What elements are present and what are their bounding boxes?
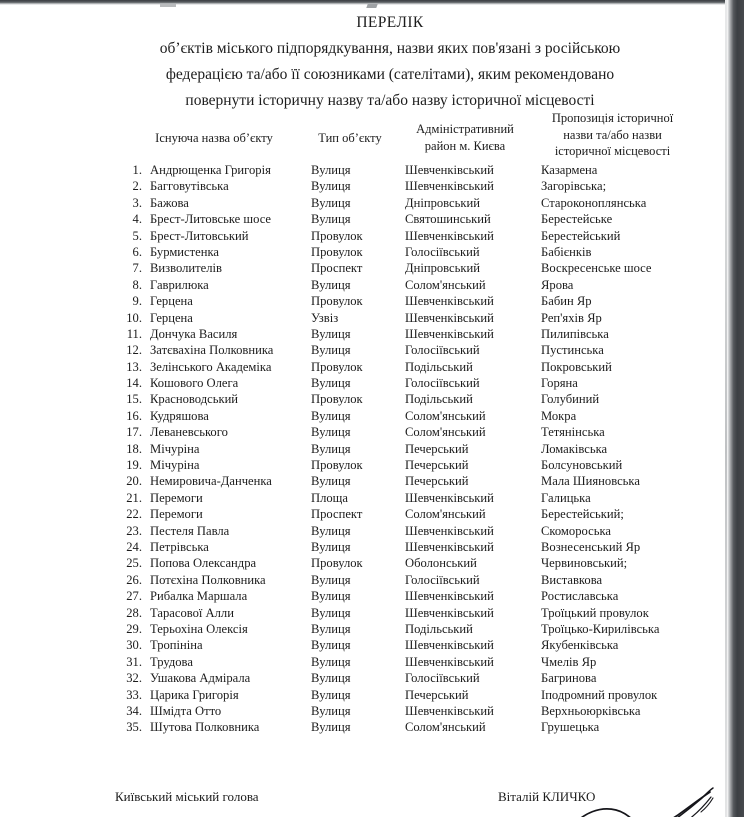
table-row — [0, 572, 744, 588]
row-number: 31. — [126, 654, 142, 669]
table-row — [0, 211, 744, 227]
row-district: Шевченківський — [405, 326, 494, 341]
row-district: Шевченківський — [405, 163, 494, 177]
row-district: Солом'янський — [405, 720, 486, 735]
objects-table — [0, 104, 744, 736]
subtitle-line-3: повернути історичну назву та/або назву історичної місцевості — [185, 92, 595, 109]
row-existing-name: Петрівська — [150, 539, 209, 554]
row-number: 23. — [126, 523, 142, 538]
table-row — [0, 260, 744, 276]
row-number: 34. — [126, 703, 142, 718]
table-row — [0, 506, 744, 522]
row-object-type: Площа — [311, 490, 348, 505]
row-proposed-name: Мокра — [541, 408, 577, 423]
row-existing-name: Потєхіна Полковника — [150, 572, 266, 587]
row-proposed-name: Ростиславська — [541, 589, 619, 604]
table-row — [0, 244, 744, 260]
row-object-type: Вулиця — [311, 621, 351, 636]
row-district: Шевченківський — [405, 179, 494, 194]
table-row — [0, 670, 744, 686]
row-number: 22. — [126, 507, 142, 522]
row-number: 33. — [126, 687, 142, 702]
table-row — [0, 654, 744, 670]
row-number: 19. — [126, 458, 142, 473]
row-district: Голосіївський — [405, 343, 480, 358]
row-object-type: Вулиця — [311, 654, 351, 669]
row-district: Шевченківський — [405, 310, 494, 325]
row-existing-name: Перемоги — [150, 507, 203, 522]
row-number: 2. — [132, 179, 142, 194]
row-object-type: Провулок — [311, 228, 363, 243]
row-proposed-name: Тетянінська — [541, 425, 605, 440]
row-existing-name: Терьохіна Олексія — [150, 621, 248, 636]
row-number: 11. — [126, 326, 142, 341]
row-number: 20. — [126, 474, 142, 489]
row-object-type: Вулиця — [311, 638, 351, 653]
table-row — [0, 359, 744, 375]
row-district: Шевченківський — [405, 654, 494, 669]
row-proposed-name: Пустинська — [541, 343, 604, 358]
row-proposed-name: Якубенківська — [541, 638, 619, 653]
row-object-type: Вулиця — [311, 589, 351, 604]
row-district: Голосіївський — [405, 572, 480, 587]
row-district: Шевченківський — [405, 294, 494, 309]
row-existing-name: Дончука Василя — [150, 326, 238, 341]
row-number: 29. — [126, 621, 142, 636]
row-object-type: Вулиця — [311, 277, 351, 292]
column-header-proposed-name — [535, 110, 690, 160]
row-number: 14. — [126, 376, 142, 391]
row-district: Подільський — [405, 621, 473, 636]
table-row — [0, 621, 744, 637]
row-existing-name: Пестеля Павла — [150, 523, 230, 538]
row-number: 32. — [126, 671, 142, 686]
row-number: 6. — [132, 244, 142, 259]
row-district: Шевченківський — [405, 490, 494, 505]
row-object-type: Провулок — [311, 392, 363, 407]
row-number: 9. — [132, 294, 142, 309]
row-proposed-name: Чмелів Яр — [541, 654, 597, 669]
row-district: Голосіївський — [405, 671, 480, 686]
row-existing-name: Андрющенка Григорія — [150, 163, 271, 177]
row-district: Печерський — [405, 458, 469, 473]
row-existing-name: Зелінського Академіка — [150, 359, 272, 374]
scan-right-edge-artifact — [727, 0, 744, 817]
row-existing-name: Багговутівська — [150, 179, 229, 194]
document-footer — [0, 788, 744, 817]
row-object-type: Проспект — [311, 261, 363, 276]
column-header-existing-name: Існуюча назва об’єкту — [155, 131, 273, 145]
row-number: 35. — [126, 720, 142, 735]
signatory-name: Віталій КЛИЧКО — [498, 789, 596, 804]
row-number: 12. — [126, 343, 142, 358]
row-existing-name: Герцена — [150, 294, 193, 309]
row-object-type: Вулиця — [311, 720, 351, 735]
row-proposed-name: Троїцький провулок — [541, 605, 649, 620]
row-number: 25. — [126, 556, 142, 571]
row-district: Солом'янський — [405, 408, 486, 423]
row-number: 24. — [126, 539, 142, 554]
row-number: 17. — [126, 425, 142, 440]
row-district: Печерський — [405, 441, 469, 456]
table-row — [0, 391, 744, 407]
row-district: Печерський — [405, 474, 469, 489]
table-row — [0, 195, 744, 211]
row-existing-name: Герцена — [150, 310, 193, 325]
row-object-type: Вулиця — [311, 687, 351, 702]
row-proposed-name: Грушецька — [541, 720, 600, 735]
row-object-type: Провулок — [311, 458, 363, 473]
row-object-type: Вулиця — [311, 605, 351, 620]
table-row — [0, 310, 744, 326]
table-row — [0, 178, 744, 194]
row-existing-name: Рибалка Маршала — [150, 589, 248, 604]
row-existing-name: Кошового Олега — [150, 376, 239, 391]
row-district: Голосіївський — [405, 376, 480, 391]
row-object-type: Провулок — [311, 294, 363, 309]
row-proposed-name: Мала Шияновська — [541, 474, 640, 489]
table-row — [0, 424, 744, 440]
table-row — [0, 408, 744, 424]
subtitle-line-2: федерацією та/або її союзниками (сателітами), яким рекомендовано — [165, 66, 615, 83]
row-number: 30. — [126, 638, 142, 653]
column-header-district-line-1: Адміністративний — [416, 122, 514, 136]
row-district: Дніпровський — [405, 195, 480, 210]
table-row — [0, 555, 744, 571]
table-row — [0, 441, 744, 457]
row-object-type: Вулиця — [311, 408, 351, 423]
row-object-type: Вулиця — [311, 425, 351, 440]
row-existing-name: Тарасової Алли — [150, 605, 234, 620]
table-row — [0, 539, 744, 555]
row-object-type: Вулиця — [311, 441, 351, 456]
row-existing-name: Ушакова Адмірала — [150, 671, 251, 686]
row-existing-name: Мічуріна — [150, 441, 200, 456]
row-number: 5. — [132, 228, 142, 243]
row-number: 8. — [132, 277, 142, 292]
table-row — [0, 588, 744, 604]
row-number: 18. — [126, 441, 142, 456]
row-object-type: Вулиця — [311, 326, 351, 341]
row-district: Печерський — [405, 687, 469, 702]
table-row — [0, 490, 744, 506]
table-row — [0, 277, 744, 293]
row-object-type: Вулиця — [311, 163, 351, 177]
row-district: Шевченківський — [405, 703, 494, 718]
table-row — [0, 162, 744, 178]
scan-top-speck-left — [160, 4, 176, 7]
column-header-district-line-2: район м. Києва — [424, 138, 506, 153]
table-body — [0, 162, 744, 736]
row-number: 15. — [126, 392, 142, 407]
row-proposed-name: Покровський — [541, 359, 612, 374]
table-row — [0, 687, 744, 703]
row-object-type: Провулок — [311, 359, 363, 374]
row-proposed-name: Ярова — [541, 277, 574, 292]
row-proposed-name: Берестейський; — [541, 507, 624, 522]
row-proposed-name: Багринова — [541, 671, 597, 686]
row-object-type: Провулок — [311, 244, 363, 259]
row-number: 4. — [132, 212, 142, 227]
row-object-type: Вулиця — [311, 572, 351, 587]
row-district: Шевченківський — [405, 638, 494, 653]
row-proposed-name: Виставкова — [541, 572, 603, 587]
table-row — [0, 293, 744, 309]
row-existing-name: Гаврилюка — [150, 277, 209, 292]
row-district: Солом'янський — [405, 507, 486, 522]
row-district: Шевченківський — [405, 228, 494, 243]
row-object-type: Вулиця — [311, 671, 351, 686]
row-object-type: Вулиця — [311, 376, 351, 391]
row-proposed-name: Болсуновський — [541, 458, 623, 473]
table-row — [0, 703, 744, 719]
row-proposed-name: Троїцько-Кирилівська — [541, 621, 660, 636]
row-proposed-name: Горяна — [541, 376, 578, 391]
row-existing-name: Красноводський — [150, 392, 239, 407]
row-district: Шевченківський — [405, 589, 494, 604]
table-row — [0, 637, 744, 653]
table-column-headers — [0, 104, 744, 162]
row-number: 10. — [126, 310, 142, 325]
row-proposed-name: Берестейський — [541, 228, 621, 243]
row-proposed-name: Реп'яхів Яр — [541, 310, 602, 325]
table-row — [0, 375, 744, 391]
document-heading — [95, 10, 685, 114]
row-proposed-name: Верхньоюрківська — [541, 703, 641, 718]
row-object-type: Вулиця — [311, 474, 351, 489]
row-proposed-name: Староконоплянська — [541, 195, 647, 210]
row-existing-name: Шмідта Отто — [150, 703, 222, 718]
column-header-proposal-line-3: історичної місцевості — [554, 144, 671, 158]
row-district: Голосіївський — [405, 244, 480, 259]
column-header-district — [400, 121, 530, 154]
row-object-type: Вулиця — [311, 179, 351, 194]
row-existing-name: Шутова Полковника — [150, 720, 260, 735]
row-object-type: Вулиця — [311, 539, 351, 554]
row-existing-name: Затєвахіна Полковника — [150, 343, 274, 358]
row-existing-name: Трудова — [150, 654, 193, 669]
table-row — [0, 326, 744, 342]
row-district: Подільський — [405, 359, 473, 374]
row-existing-name: Перемоги — [150, 490, 203, 505]
row-number: 28. — [126, 605, 142, 620]
row-object-type: Вулиця — [311, 343, 351, 358]
table-row — [0, 457, 744, 473]
row-existing-name: Кудряшова — [150, 408, 209, 423]
row-number: 26. — [126, 572, 142, 587]
row-proposed-name: Іподромний провулок — [541, 687, 658, 702]
table-row — [0, 342, 744, 358]
row-number: 27. — [126, 589, 142, 604]
row-proposed-name: Бабієнків — [541, 244, 592, 259]
row-existing-name: Попова Олександра — [150, 556, 257, 571]
row-proposed-name: Пилипівська — [541, 326, 609, 341]
row-district: Святошинський — [405, 212, 491, 227]
row-district: Шевченківський — [405, 605, 494, 620]
row-object-type: Вулиця — [311, 703, 351, 718]
scan-top-speck-right — [366, 4, 377, 8]
column-header-proposal-line-2: назви та/або назви — [563, 127, 662, 142]
row-district: Оболонський — [405, 556, 477, 571]
row-proposed-name: Галицька — [541, 490, 591, 505]
row-proposed-name: Скомороська — [541, 523, 611, 538]
row-number: 1. — [132, 163, 142, 177]
signatory-role: Київський міський голова — [115, 789, 259, 804]
column-header-proposal-line-1: Пропозиція історичної — [551, 111, 674, 125]
row-existing-name: Царика Григорія — [150, 687, 239, 702]
table-row — [0, 719, 744, 735]
row-existing-name: Бурмистенка — [150, 244, 219, 259]
row-number: 3. — [132, 195, 142, 210]
subtitle-line-1: об’єктів міського підпорядкування, назви яких пов'язані з російською — [159, 40, 621, 57]
row-proposed-name: Ломаківська — [541, 441, 608, 456]
table-row — [0, 523, 744, 539]
row-district: Солом'янський — [405, 425, 486, 440]
row-object-type: Провулок — [311, 556, 363, 571]
row-object-type: Вулиця — [311, 212, 351, 227]
row-district: Дніпровський — [405, 261, 480, 276]
row-proposed-name: Загорівська; — [541, 179, 607, 194]
row-proposed-name: Вознесенський Яр — [541, 539, 641, 554]
row-existing-name: Бажова — [150, 195, 189, 210]
row-number: 16. — [126, 408, 142, 423]
row-existing-name: Мічуріна — [150, 458, 200, 473]
row-object-type: Узвіз — [311, 310, 339, 325]
table-row — [0, 228, 744, 244]
row-proposed-name: Воскресенське шосе — [541, 261, 652, 276]
row-proposed-name: Казармена — [541, 163, 598, 177]
row-proposed-name: Червиновський; — [541, 556, 628, 571]
row-existing-name: Визволителів — [150, 261, 222, 276]
column-header-object-type: Тип об’єкту — [318, 131, 382, 145]
row-existing-name: Брест-Литовське шосе — [150, 212, 272, 227]
row-district: Шевченківський — [405, 523, 494, 538]
row-existing-name: Брест-Литовський — [150, 228, 249, 243]
row-proposed-name: Бабин Яр — [541, 294, 592, 309]
table-row — [0, 605, 744, 621]
row-district: Подільський — [405, 392, 473, 407]
row-existing-name: Леваневського — [150, 425, 228, 440]
row-proposed-name: Берестейське — [541, 212, 613, 227]
row-object-type: Вулиця — [311, 195, 351, 210]
row-district: Шевченківський — [405, 539, 494, 554]
page-title: ПЕРЕЛІК — [356, 14, 424, 31]
row-number: 21. — [126, 490, 142, 505]
row-existing-name: Немировича-Данченка — [150, 474, 272, 489]
row-number: 13. — [126, 359, 142, 374]
row-object-type: Вулиця — [311, 523, 351, 538]
row-district: Солом'янський — [405, 277, 486, 292]
row-proposed-name: Голубиний — [541, 392, 600, 407]
row-existing-name: Тропініна — [150, 638, 203, 653]
row-object-type: Проспект — [311, 507, 363, 522]
table-row — [0, 473, 744, 489]
row-number: 7. — [132, 261, 142, 276]
